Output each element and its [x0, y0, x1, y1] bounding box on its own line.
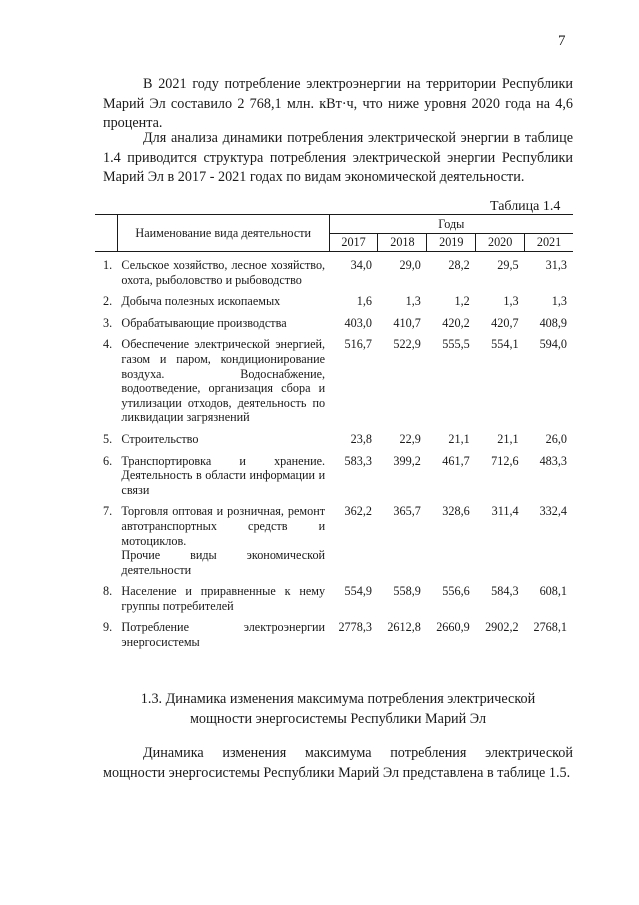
- header-year: 2019: [427, 234, 476, 252]
- value-cell: 555,5: [442, 337, 470, 352]
- value-cell: 362,2: [344, 504, 372, 519]
- activity-name: [117, 294, 329, 316]
- value-cell: 2660,9: [436, 620, 470, 635]
- value-cell: 1,3: [551, 294, 567, 309]
- value-cell: 1,2: [454, 294, 470, 309]
- value-cell: 403,0: [344, 315, 372, 330]
- section-heading-line: мощности энергосистемы Республики Марий Эл: [189, 710, 487, 727]
- header-year: 2021: [525, 234, 573, 252]
- header-num: [95, 215, 117, 252]
- value-cell: 594,0: [539, 337, 567, 352]
- activity-name-text: Транспортировка и хранение. Деятельность в области информации и связи: [121, 453, 326, 497]
- value-cell: 461,7: [442, 453, 470, 468]
- activity-name: [117, 432, 329, 454]
- value-cell: 558,9: [393, 584, 421, 599]
- table-row: [95, 584, 573, 620]
- activity-name: [117, 454, 329, 505]
- value-cell: 522,9: [393, 337, 421, 352]
- row-number: 4.: [103, 337, 113, 352]
- header-year: 2018: [378, 234, 427, 252]
- value-cell: 410,7: [393, 315, 421, 330]
- activity-name-text: Обеспечение электрической энергией, газом и паром, кондиционирование воздуха. Водоснабжение, водоотведение, организация сбора и утилизации отходов, деятельность по ликвидации загрязнений: [121, 337, 326, 425]
- table-row: [95, 294, 573, 316]
- section-heading-line: 1.3. Динамика изменения максимума потребления электрической: [140, 691, 536, 707]
- value-cell: 21,1: [497, 431, 519, 446]
- row-number: 5.: [103, 431, 113, 446]
- activity-name-text: Строительство: [121, 431, 199, 446]
- table-row: [95, 337, 573, 432]
- header-year: 2020: [476, 234, 525, 252]
- section-heading: [103, 690, 573, 729]
- paragraph-table-1-5-intro: Динамика изменения максимума потребления электрической мощности энергосистемы Республики Марий Эл представлена в таблице 1.5.: [103, 745, 573, 781]
- activity-name: [117, 504, 329, 584]
- value-cell: 22,9: [399, 431, 421, 446]
- consumption-table: [95, 214, 573, 657]
- activity-name-text: Сельское хозяйство, лесное хозяйство, охота, рыболовство и рыбоводство: [121, 258, 326, 287]
- value-cell: 1,3: [405, 294, 421, 309]
- table-row: [95, 504, 573, 584]
- value-cell: 516,7: [344, 337, 372, 352]
- activity-name-text: Население и приравненные к нему группы потребителей: [121, 584, 326, 613]
- value-cell: 483,3: [539, 453, 567, 468]
- value-cell: 2778,3: [338, 620, 372, 635]
- value-cell: 408,9: [539, 315, 567, 330]
- value-cell: 1,6: [356, 294, 372, 309]
- table-row: [95, 316, 573, 338]
- row-number: 7.: [103, 504, 113, 519]
- value-cell: 328,6: [442, 504, 470, 519]
- paragraph-consumption-2021: В 2021 году потребление электроэнергии на территории Республики Марий Эл составило 2 768,1 млн. кВт·ч, что ниже уровня 2020 года на 4,6 процента.: [103, 76, 573, 131]
- value-cell: 311,4: [491, 504, 519, 519]
- value-cell: 29,0: [399, 258, 421, 272]
- value-cell: 554,9: [344, 584, 372, 599]
- value-cell: 21,1: [448, 431, 470, 446]
- value-cell: 2612,8: [387, 620, 421, 635]
- activity-name-text: Добыча полезных ископаемых: [121, 294, 281, 309]
- activity-name: [117, 316, 329, 338]
- value-cell: 584,3: [491, 584, 519, 599]
- activity-name: [117, 252, 329, 295]
- value-cell: 712,6: [491, 453, 519, 468]
- row-number: 6.: [103, 453, 113, 468]
- row-number: 9.: [103, 620, 113, 635]
- row-number: 8.: [103, 584, 113, 599]
- activity-name-text: Торговля оптовая и розничная, ремонт автотранспортных средств и мотоциклов.: [121, 504, 326, 548]
- value-cell: 1,3: [503, 294, 519, 309]
- value-cell: 23,8: [350, 431, 372, 446]
- activity-name: [117, 337, 329, 432]
- page-number: 7: [558, 33, 566, 49]
- value-cell: 554,1: [491, 337, 519, 352]
- value-cell: 556,6: [442, 584, 470, 599]
- table-row: [95, 252, 573, 295]
- value-cell: 399,2: [393, 453, 421, 468]
- header-years: Годы: [329, 215, 573, 234]
- value-cell: 420,2: [442, 315, 470, 330]
- value-cell: 2768,1: [533, 620, 567, 635]
- row-number: 1.: [103, 258, 113, 272]
- value-cell: 31,3: [545, 258, 567, 272]
- activity-name-text: Потребление электроэнергии энергосистемы: [121, 620, 326, 650]
- value-cell: 332,4: [539, 504, 567, 519]
- activity-name: [117, 584, 329, 620]
- table-row: [95, 620, 573, 656]
- value-cell: 29,5: [497, 258, 519, 272]
- value-cell: 2902,2: [485, 620, 519, 635]
- value-cell: 365,7: [393, 504, 421, 519]
- value-cell: 608,1: [539, 584, 567, 599]
- value-cell: 34,0: [350, 258, 372, 272]
- paragraph-table-intro: Для анализа динамики потребления электрической энергии в таблице 1.4 приводится структура потребления электрической энергии Республики Марий Эл в 2017 - 2021 годах по видам экономической деятельности.: [103, 130, 573, 185]
- activity-name: [117, 620, 329, 656]
- activity-name-text: Прочие виды экономической деятельности: [121, 548, 326, 577]
- value-cell: 420,7: [491, 315, 519, 330]
- header-year: 2017: [329, 234, 378, 252]
- activity-name-text: Обрабатывающие производства: [121, 315, 287, 330]
- table-row: [95, 454, 573, 505]
- row-number: 2.: [103, 294, 113, 309]
- value-cell: 583,3: [344, 453, 372, 468]
- table-body: [95, 252, 573, 657]
- table-row: [95, 432, 573, 454]
- row-number: 3.: [103, 315, 113, 330]
- value-cell: 26,0: [545, 431, 567, 446]
- table-caption: Таблица 1.4: [490, 199, 561, 214]
- value-cell: 28,2: [448, 258, 470, 272]
- header-activity-name: Наименование вида деятельности: [117, 215, 329, 252]
